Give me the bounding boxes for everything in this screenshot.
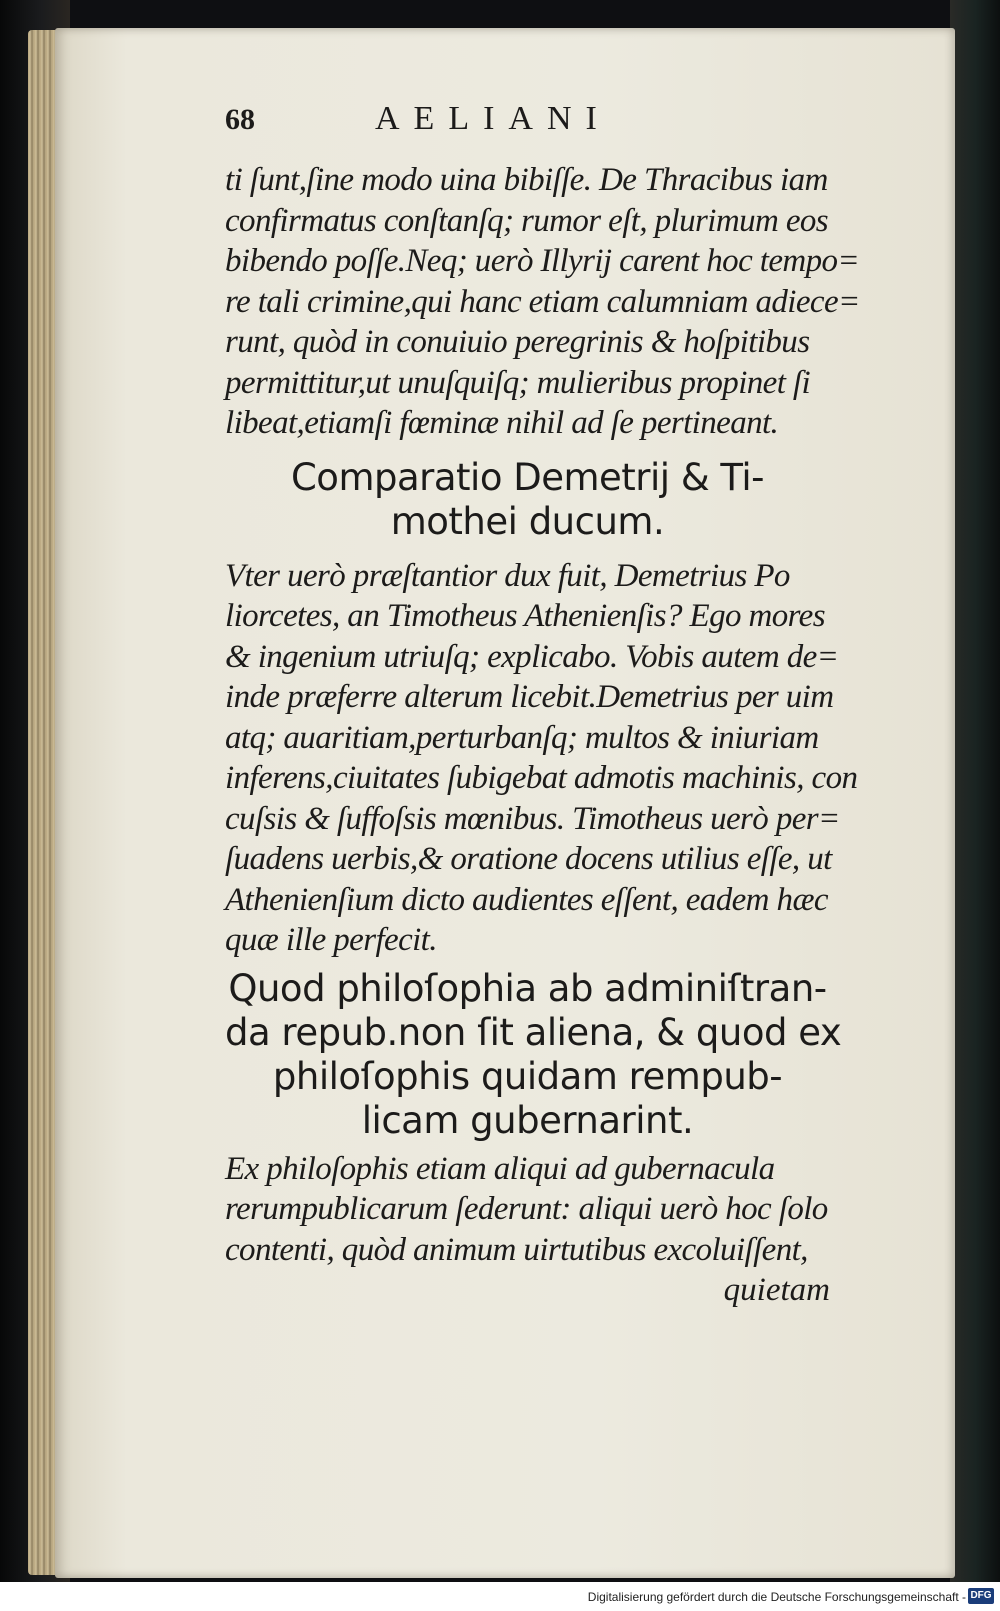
heading-line: da repub.non ſit aliena, & quod ex <box>225 1010 842 1054</box>
catchword: quietam <box>723 1272 830 1308</box>
running-title: AELIANI <box>375 100 611 137</box>
text-block <box>225 100 860 1310</box>
text-line: cuſsis & ſuffoſsis mœnibus. Timotheus uerò per= <box>225 800 840 837</box>
section-heading-2 <box>225 966 842 1143</box>
section-heading-1 <box>225 456 830 544</box>
text-line: Athenienſium dicto audientes eſſent, eadem hæc <box>225 881 828 918</box>
book-binding-right <box>950 0 1000 1611</box>
text-line: Ex philoſophis etiam aliqui ad gubernacula <box>225 1150 775 1187</box>
running-head <box>225 100 830 160</box>
heading-line: licam gubernarint. <box>361 1098 694 1142</box>
text-line: contenti, quòd animum uirtutibus excoluiſſent, <box>225 1231 808 1268</box>
footer-bar <box>0 1582 1000 1611</box>
text-line: rerumpublicarum ſederunt: aliqui uerò hoc ſolo <box>225 1191 828 1227</box>
text-line: inde præferre alterum licebit.Demetrius per uim <box>225 679 834 715</box>
text-line: inferens,ciuitates ſubigebat admotis machinis, con <box>225 760 858 796</box>
page-number: 68 <box>225 103 255 136</box>
heading-line: mothei ducum. <box>390 499 665 543</box>
text-line: liorcetes, an Timotheus Athenienſis? Ego mores <box>225 598 825 634</box>
text-line: confirmatus conſtanſq; rumor eſt, plurimum eos <box>225 202 829 239</box>
heading-line: Comparatio Demetrij & Ti- <box>290 455 765 499</box>
text-line: ti ſunt,ſine modo uina bibiſſe. De Thracibus iam <box>225 162 828 198</box>
text-line: bibendo poſſe.Neq; uerò Illyrij carent hoc tempo= <box>225 243 860 279</box>
text-line: re tali crimine,qui hanc etiam calumniam adiece= <box>225 283 860 320</box>
text-line: Vter uerò præſtantior dux fuit, Demetrius Po <box>225 557 790 594</box>
funding-credit: Digitalisierung gefördert durch die Deutsche Forschungsgemeinschaft - <box>587 1590 966 1604</box>
text-line: libeat,etiamſi fœminæ nihil ad ſe pertineant. <box>225 405 779 441</box>
text-line: runt, quòd in conuiuio peregrinis & hoſpitibus <box>225 324 810 360</box>
heading-line: Quod philoſophia ab adminiſtran- <box>228 966 827 1010</box>
paragraph-2 <box>225 556 858 961</box>
text-line: permittitur,ut unuſquiſq; mulieribus propinet ſi <box>225 364 811 401</box>
text-line: ſuadens uerbis,& oratione docens utilius eſſe, ut <box>225 841 832 877</box>
paragraph-3 <box>225 1149 830 1271</box>
paragraph-1 <box>225 160 860 444</box>
text-line: atq; auaritiam,perturbanſq; multos & iniuriam <box>225 719 819 756</box>
text-line: & ingenium utriuſq; explicabo. Vobis autem de= <box>225 638 839 675</box>
text-line: quæ ille perfecit. <box>225 922 437 958</box>
heading-line: philoſophis quidam rempub- <box>272 1054 783 1098</box>
dfg-logo-icon: DFG <box>968 1588 994 1604</box>
